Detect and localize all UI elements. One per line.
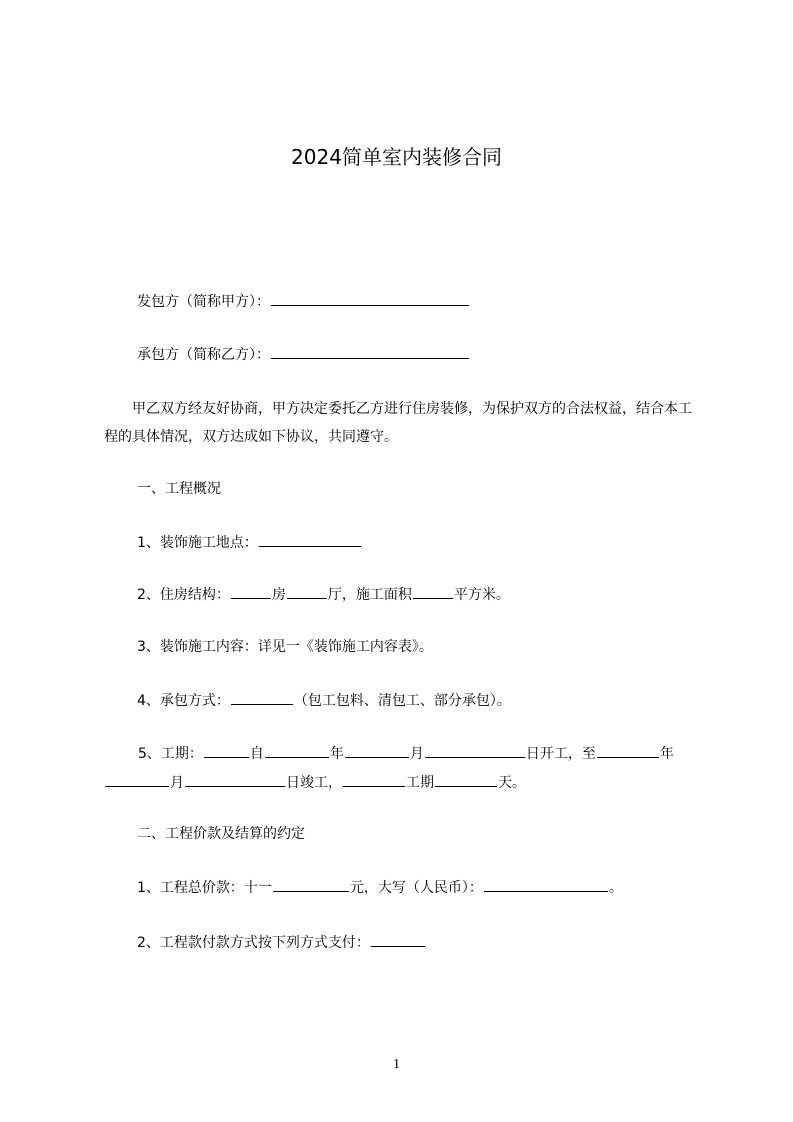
- section2-heading: 二、工程价款及结算的约定: [137, 826, 305, 842]
- payment-method-blank: [371, 932, 425, 947]
- end-year-text: 年: [659, 746, 674, 762]
- party-a-blank: [271, 291, 469, 306]
- party-b-blank: [271, 344, 469, 359]
- rooms-blank: [231, 584, 271, 599]
- duration-blank-2: [435, 772, 497, 787]
- schedule-from-text: 自: [249, 746, 264, 762]
- party-b-label: 承包方（简称乙方）：: [137, 347, 270, 363]
- halls-blank: [287, 584, 327, 599]
- area-unit: 平方米。: [453, 587, 510, 603]
- start-month-text: 月: [409, 746, 424, 762]
- party-b-line: [137, 344, 470, 365]
- house-structure-line: [137, 584, 510, 605]
- start-month-blank: [345, 743, 409, 758]
- total-price-end: 。: [608, 880, 623, 896]
- duration-blank-1: [343, 772, 405, 787]
- house-structure-label: 2、住房结构：: [137, 587, 230, 603]
- start-year-text: 年: [329, 746, 344, 762]
- duration-text: 工期: [406, 775, 434, 791]
- start-year-blank: [265, 743, 329, 758]
- start-day-blank: [425, 743, 525, 758]
- contract-method-label: 4、承包方式：: [137, 693, 230, 709]
- party-a-line: [137, 291, 470, 312]
- schedule-from-blank: [204, 743, 249, 758]
- end-month-blank: [105, 772, 169, 787]
- construction-content-line: 3、装饰施工内容：详见一《装饰施工内容表》。: [137, 639, 433, 655]
- total-price-words-label: 元，大写（人民币）：: [349, 880, 483, 896]
- intro-paragraph: 甲乙双方经友好协商，甲方决定委托乙方进行住房装修，为保护双方的合法权益，结合本工程的具体情况，双方达成如下协议，共同遵守。: [104, 401, 692, 445]
- contract-method-options: （包工包料、清包工、部分承包）。: [293, 693, 511, 709]
- contract-method-line: [137, 690, 511, 711]
- schedule-line-2: [104, 772, 526, 793]
- end-month-text: 月: [170, 775, 184, 791]
- total-price-label: 1、工程总价款：十一: [137, 880, 272, 896]
- payment-method-label: 2、工程款付款方式按下列方式支付：: [137, 935, 370, 951]
- area-blank: [413, 584, 453, 599]
- total-price-blank: [273, 877, 349, 892]
- end-day-text: 日竣工，: [286, 775, 342, 791]
- page-number: 1: [393, 1057, 400, 1072]
- contract-method-blank: [231, 690, 293, 705]
- schedule-label: 5、工期：: [138, 746, 203, 762]
- total-price-words-blank: [484, 877, 608, 892]
- document-title: 2024简单室内装修合同: [291, 145, 502, 169]
- site-location-blank: [259, 532, 361, 547]
- site-location-line: [137, 532, 362, 553]
- total-price-line: [137, 877, 623, 898]
- area-label: 厅，施工面积: [327, 587, 412, 603]
- payment-method-line: [137, 932, 426, 953]
- rooms-text: 房: [271, 587, 286, 603]
- start-day-text: 日开工，至: [525, 746, 596, 762]
- end-year-blank: [597, 743, 659, 758]
- site-location-label: 1、装饰施工地点：: [137, 535, 258, 551]
- schedule-line-1: [138, 743, 674, 764]
- duration-unit: 天。: [498, 775, 526, 791]
- party-a-label: 发包方（简称甲方）：: [137, 294, 270, 310]
- end-day-blank: [185, 772, 285, 787]
- section1-heading: 一、工程概况: [137, 481, 221, 497]
